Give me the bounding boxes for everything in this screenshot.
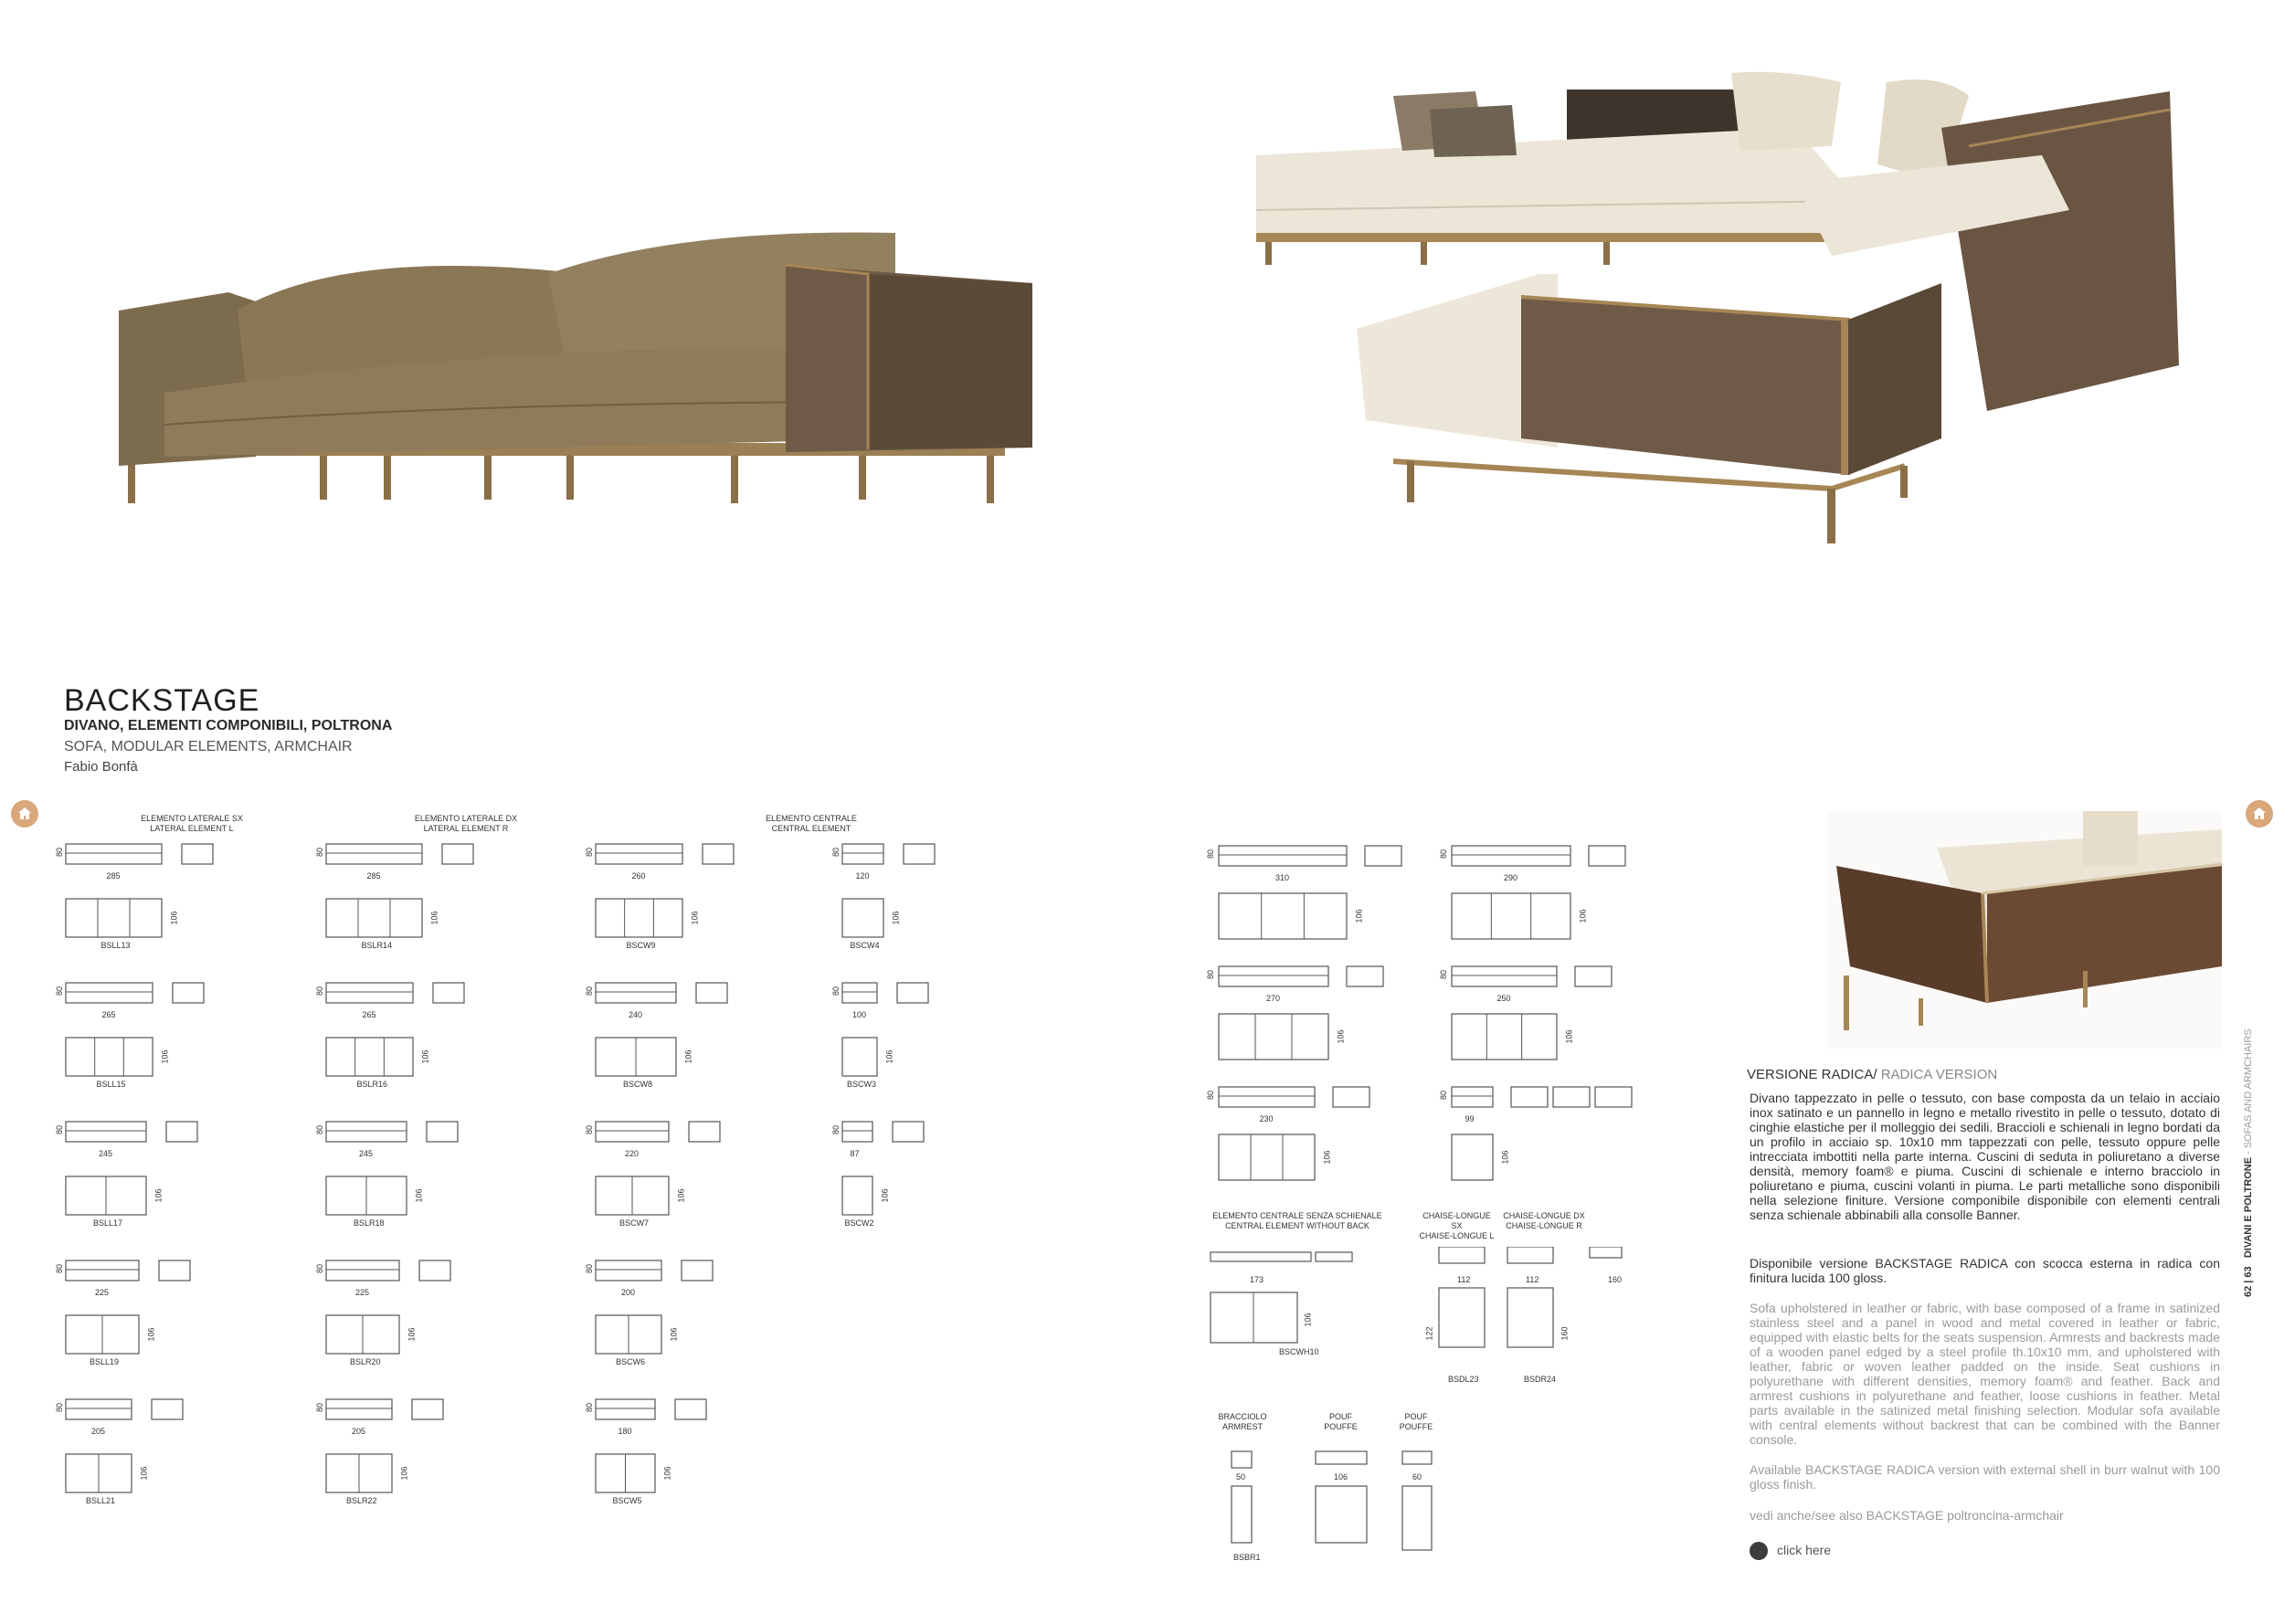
module-plan-view [842,1176,872,1215]
module-height: 80 [315,847,325,858]
chaise-r-plan [1507,1288,1553,1347]
dim-160-r: 160 [1560,1326,1570,1341]
designer-name: Fabio Bonfà [64,759,138,775]
click-here-icon[interactable] [1750,1542,1768,1560]
module-height: 80 [831,986,841,997]
module-side-view [1589,846,1625,866]
module-depth: 106 [407,1327,417,1342]
module-depth: 106 [169,911,179,925]
module-front-view [1219,1087,1315,1107]
click-here-link[interactable]: click here [1777,1543,1832,1557]
module-depth: 106 [1564,1029,1574,1044]
module-code: BSLR16 [356,1080,388,1089]
module-width: 290 [1504,873,1518,882]
module-code: BSLL15 [96,1080,126,1089]
module-code: BSLL19 [90,1357,120,1366]
module-side-view [442,844,473,864]
sofa-photo-left [110,210,1051,521]
radica-photo [1827,811,2222,1049]
module-width: 87 [850,1149,860,1158]
module-depth: 106 [676,1188,686,1203]
module-drawing [55,1116,274,1244]
module-front-view [842,983,877,1003]
module-depth: 106 [669,1327,679,1342]
code-bsdl23: BSDL23 [1448,1375,1479,1384]
dim-112-l: 112 [1457,1275,1471,1284]
module-side-view [689,1122,720,1142]
module-width: 285 [366,871,381,881]
module-front-view [1452,966,1557,986]
module-width: 265 [101,1010,116,1019]
armrest-front [1232,1451,1252,1468]
module-depth: 106 [1354,909,1364,923]
module-code: BSCW2 [844,1218,874,1228]
chaise-r-front [1507,1247,1553,1263]
module-width: 120 [855,871,870,881]
module-drawing [55,1255,274,1383]
module-height: 80 [315,1402,325,1413]
dim-173: 173 [1250,1275,1264,1284]
module-side-view [152,1399,183,1419]
module-drawing [315,977,534,1105]
module-code: BSCW5 [612,1496,642,1505]
module-width: 310 [1275,873,1290,882]
special-elements-drawing [1206,1247,1626,1384]
module-side-view [1365,846,1401,866]
home-icon[interactable] [11,800,38,828]
dim-pouf2-w: 60 [1412,1472,1422,1482]
module-drawing [1439,840,1658,950]
module-depth: 106 [880,1188,890,1203]
module-plan-view [1219,893,1347,939]
module-front-view [326,983,413,1003]
module-side-view [1511,1087,1548,1107]
pouf1-plan [1316,1486,1367,1543]
module-depth: 106 [891,911,901,925]
module-drawing [315,1116,534,1244]
header-chaise-l: CHAISE-LONGUE SX CHAISE-LONGUE L [1419,1211,1495,1240]
module-side-view [182,844,213,864]
module-plan-view [842,899,883,937]
header-lateral-l: ELEMENTO LATERALE SX LATERAL ELEMENT L [141,814,243,833]
module-depth: 106 [690,911,700,925]
module-drawing [585,977,804,1105]
module-code: BSLR20 [350,1357,381,1366]
module-height: 80 [1206,1090,1216,1101]
chaise-l-plan [1439,1288,1485,1347]
product-subtitle-it: DIVANO, ELEMENTI COMPONIBILI, POLTRONA [64,718,393,733]
module-height: 80 [585,986,595,997]
module-depth: 106 [884,1049,894,1064]
module-code: BSLL13 [100,941,131,950]
module-plan-view [1452,893,1570,939]
module-side-view [159,1260,190,1281]
code-bsbr1: BSBR1 [1233,1553,1261,1562]
module-height: 80 [315,1263,325,1274]
module-code: BSCW7 [619,1218,650,1228]
module-front-view [842,844,883,864]
module-side-view [897,983,928,1003]
header-chaise-r: CHAISE-LONGUE DX CHAISE-LONGUE R [1503,1211,1585,1230]
module-code: BSCW6 [616,1357,646,1366]
module-front-view [1219,966,1328,986]
module-front-view [596,844,682,864]
module-side-view [166,1122,197,1142]
central-no-back-side [1316,1252,1352,1261]
module-front-view [326,1399,392,1419]
chaise-l-front [1439,1247,1485,1263]
module-height: 80 [831,847,841,858]
module-side-view [1333,1087,1369,1107]
see-also-link[interactable]: vedi anche/see also BACKSTAGE poltroncina-armchair [1750,1508,2064,1523]
module-front-view [326,1122,407,1142]
module-side-view [1347,966,1383,986]
module-drawing [55,838,274,966]
module-height: 80 [55,1263,65,1274]
module-front-view [66,983,153,1003]
module-code: BSCW3 [847,1080,877,1089]
module-width: 245 [99,1149,113,1158]
module-width: 225 [95,1288,110,1297]
module-plan-view [1452,1134,1493,1180]
module-drawing [1439,961,1658,1070]
module-side-view [427,1122,458,1142]
code-bscwh10: BSCWH10 [1279,1347,1319,1356]
module-plan-view [1452,1014,1557,1060]
module-height: 80 [585,1263,595,1274]
module-width: 205 [91,1427,106,1436]
module-width: 285 [106,871,121,881]
module-side-view [433,983,464,1003]
header-pouf-2: POUF POUFFE [1399,1412,1433,1431]
page-category-label: 62 | 63 DIVANI E POLTRONE - SOFAS AND ARMCHAIRS [2243,1028,2254,1297]
module-width: 225 [355,1288,370,1297]
module-depth: 106 [146,1327,156,1342]
module-depth: 106 [1578,909,1588,923]
module-side-view [412,1399,443,1419]
armrest-plan [1232,1486,1252,1543]
code-bsdr24: BSDR24 [1524,1375,1557,1384]
module-depth: 106 [139,1466,149,1481]
module-height: 80 [585,847,595,858]
module-front-view [66,1122,146,1142]
module-width: 205 [352,1427,366,1436]
module-height: 80 [315,1124,325,1135]
sofa-photo-sectional [1247,55,2193,630]
description-it: Divano tappezzato in pelle o tessuto, con base composta da un telaio in acciaio inox satinato e un pannello in legno e metallo rivestito in pelle o tessuto, dotato di cinghie elastiche per il molleggio dei sedili. Braccioli e schienali in legno bordati da un profilo in acciaio sp. 10x10 mm tappezzati con pelle, tessuto oppure pelle intrecciata imbottiti nella parte interna. Cuscini di seduta in poliuretano a diverse densità, memory foam® e piuma. Cuscini di schienale e interno bracciolo in poliuretano e piuma, cuscini volanti in piuma. Le parti metalliche sono disponibili nella selezione finiture. Versione componibile disponibile con elementi centrali senza schienale abbinabili alla consolle Banner. [1750,1091,2220,1222]
dim-122-l: 122 [1424,1326,1434,1341]
chaise-r-side [1590,1247,1622,1258]
module-side-view [682,1260,713,1281]
module-side-view [893,1122,924,1142]
module-plan-view [66,1038,153,1076]
module-code: BSLR14 [361,941,393,950]
dim-160-side: 160 [1608,1275,1623,1284]
description-en-radica: Available BACKSTAGE RADICA version with external shell in burr walnut with 100 gloss finish. [1750,1462,2220,1492]
module-drawing [585,838,804,966]
central-no-back-front [1211,1252,1311,1261]
module-depth: 106 [1322,1150,1332,1165]
module-side-view [696,983,727,1003]
module-front-view [66,1399,132,1419]
module-width: 220 [625,1149,640,1158]
module-side-view [904,844,935,864]
module-width: 99 [1465,1114,1475,1123]
module-code: BSCW9 [626,941,656,950]
module-code: BSCW8 [623,1080,653,1089]
module-code: BSLR18 [354,1218,385,1228]
module-front-view [66,1260,139,1281]
module-plan-view [326,899,422,937]
module-side-view [173,983,204,1003]
dim-112-r: 112 [1526,1275,1539,1284]
module-code: BSCW4 [850,941,880,950]
module-front-view [1452,1087,1493,1107]
module-depth: 106 [662,1466,672,1481]
description-en: Sofa upholstered in leather or fabric, with base composed of a frame in satinized stainless steel and a panel in wood and metal covered in leather or fabric, equipped with elastic belts for the seats suspension. Armrests and backrests made of a wooden panel edged by a steel profile th.10x10 mm, and upholstered with leather, fabric or woven leather padded on the inside. Seat cushions in polyurethane with different densities, memory foam® and feather. Back and armrest cushions in polyurethane and feather, loose cushions in feather. Metal parts available in the satinized metal finishing selection. Modular sofa available with central elements without backrest that can be combined with the Banner console. [1750,1301,2220,1447]
dim-106-cnb: 106 [1303,1313,1313,1327]
header-central-no-back: ELEMENTO CENTRALE SENZA SCHIENALE CENTRAL ELEMENT WITHOUT BACK [1212,1211,1382,1230]
module-height: 80 [585,1402,595,1413]
module-height: 80 [585,1124,595,1135]
module-plan-view [596,899,682,937]
module-height: 80 [1206,849,1216,859]
module-side-view [703,844,734,864]
module-height: 80 [1439,969,1449,980]
header-central: ELEMENTO CENTRALE CENTRAL ELEMENT [766,814,857,833]
module-side-view-2 [1553,1087,1590,1107]
module-width: 250 [1496,994,1511,1003]
module-width: 270 [1266,994,1281,1003]
module-side-view [419,1260,450,1281]
module-drawing [55,977,274,1105]
module-plan-view [326,1038,413,1076]
module-depth: 106 [1500,1150,1510,1165]
module-height: 80 [1439,849,1449,859]
module-drawing [585,1116,804,1244]
module-depth: 106 [420,1049,430,1064]
module-depth: 106 [429,911,439,925]
pouf2-plan [1402,1486,1432,1550]
module-front-view [596,1260,661,1281]
module-depth: 106 [414,1188,424,1203]
pouf2-front [1402,1451,1432,1464]
module-width: 245 [359,1149,374,1158]
module-code: BSLL17 [93,1218,123,1228]
product-subtitle-en: SOFA, MODULAR ELEMENTS, ARMCHAIR [64,739,353,754]
module-front-view [596,983,676,1003]
module-width: 260 [631,871,646,881]
product-title: BACKSTAGE [64,683,260,718]
module-depth: 106 [683,1049,693,1064]
module-code: BSLL21 [86,1496,116,1505]
module-height: 80 [1206,969,1216,980]
module-width: 240 [629,1010,643,1019]
module-drawing [1206,840,1425,950]
module-width: 230 [1259,1114,1274,1123]
module-depth: 106 [160,1049,170,1064]
module-depth: 106 [153,1188,164,1203]
home-icon-right[interactable] [2246,800,2273,828]
dim-50: 50 [1236,1472,1246,1482]
module-front-view [66,844,162,864]
module-front-view [1219,846,1347,866]
module-drawing [1206,961,1425,1070]
description-it-radica: Disponibile versione BACKSTAGE RADICA con scocca esterna in radica con finitura lucida 100 gloss. [1750,1256,2220,1285]
module-width: 180 [618,1427,632,1436]
module-depth: 106 [399,1466,409,1481]
module-drawing [1206,1081,1425,1191]
header-lateral-r: ELEMENTO LATERALE DX LATERAL ELEMENT R [414,814,518,833]
module-height: 80 [315,986,325,997]
module-side-view-3 [1595,1087,1632,1107]
module-front-view [842,1122,872,1142]
module-width: 100 [852,1010,867,1019]
module-height: 80 [55,1124,65,1135]
header-armrest: BRACCIOLO ARMREST [1218,1412,1267,1431]
module-height: 80 [55,1402,65,1413]
header-pouf-1: POUF POUFFE [1324,1412,1358,1431]
module-front-view [326,844,422,864]
radica-caption: VERSIONE RADICA/ RADICA VERSION [1747,1067,1998,1082]
module-side-view [1575,966,1612,986]
module-drawing [1439,1081,1658,1191]
module-code: BSLR22 [346,1496,377,1505]
module-plan-view [1219,1134,1315,1180]
module-plan-view [842,1038,877,1076]
module-depth: 106 [1336,1029,1346,1044]
module-height: 80 [831,1124,841,1135]
module-plan-view [1219,1014,1328,1060]
module-plan-view [66,899,162,937]
pouf1-front [1316,1451,1367,1464]
module-height: 80 [55,986,65,997]
module-drawing [315,838,534,966]
dim-pouf1-w: 106 [1334,1472,1348,1482]
module-width: 265 [362,1010,376,1019]
module-height: 80 [55,847,65,858]
module-side-view [675,1399,706,1419]
module-front-view [1452,846,1570,866]
module-height: 80 [1439,1090,1449,1101]
module-drawing [315,1255,534,1383]
module-front-view [596,1122,669,1142]
module-front-view [326,1260,399,1281]
armrest-pouf-drawing [1224,1448,1462,1557]
module-width: 200 [621,1288,636,1297]
module-front-view [596,1399,655,1419]
